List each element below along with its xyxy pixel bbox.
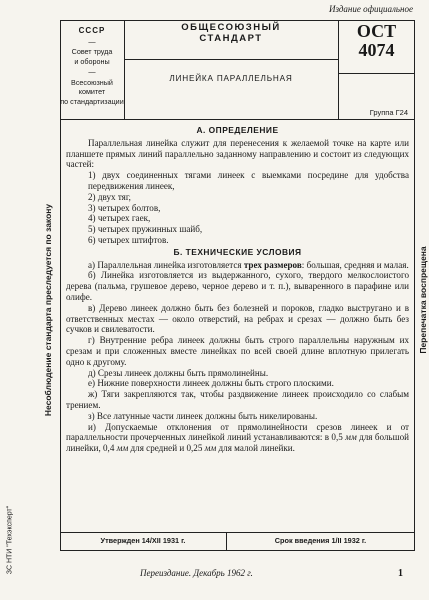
org-council-2: и обороны	[74, 56, 110, 66]
reissue-note: Переиздание. Декабрь 1962 г.	[140, 568, 253, 578]
list-item: 6) четырех штифтов.	[88, 234, 169, 245]
clause-a: а) Параллельная линейка изготовляется трех размеров: большая, средняя и малая.	[88, 259, 409, 270]
clause-h: з) Все латунные части линеек должны быть никелированы.	[88, 410, 318, 421]
list-item: 3) четырех болтов,	[88, 202, 161, 213]
approved-date: Утвержден 14/XII 1931 г.	[100, 536, 186, 545]
edition-note: Издание официальное	[328, 4, 413, 14]
clause-g: ж) Тяги закрепляются так, чтобы раздвижение линеек происходило со слабым трением.	[66, 389, 409, 410]
list-item: 5) четырех пружинных шайб,	[88, 224, 203, 235]
clause-c: в) Дерево линеек должно быть без болезней и пороков, гладко выстругано и в ответственных местах — около отверстий, на ребрах и срезах — должно быть без сучков и свилеватости.	[66, 302, 409, 335]
reprint-prohibited-vertical: Перепечатка воспрещена	[418, 246, 428, 354]
standard-type: ОБЩЕСОЮЗНЫЙ СТАНДАРТ	[181, 22, 281, 44]
org-country: СССР	[78, 26, 106, 35]
list-item: 1) двух соединенных тягами линеек с выемками посредине для удобства передвижения линеек,	[88, 170, 409, 191]
document-body	[66, 124, 409, 454]
section-a-text: Параллельная линейка служит для перенесения к желаемой точке на карте или планшете прямых линий параллельно заданному направлению и состоит из следующих частей:	[66, 137, 409, 170]
source-stamp-vertical: ЗС НТИ "Техэксперт"	[6, 505, 14, 575]
standard-number: 4074	[358, 40, 395, 60]
clause-i: и) Допускаемые отклонения от прямолинейности срезов линеек и от параллельности прочерченных линейкой линий устанавливаются: в 0,5 мм для большой линейки, 0,4 мм для средней и 0,25 мм для малой линейки.	[66, 421, 409, 454]
legal-notice-vertical: Несоблюдение стандарта преследуется по закону	[43, 203, 53, 417]
org-block: СССР — Совет труда и обороны — Всесоюзный комитет по стандартизации	[60, 26, 124, 106]
document-title: ЛИНЕЙКА ПАРАЛЛЕЛЬНАЯ	[169, 74, 293, 83]
group-label: Группа Г24	[369, 108, 408, 117]
org-committee-1: Всесоюзный	[71, 77, 113, 87]
list-item: 2) двух тяг,	[88, 191, 131, 202]
clause-d: г) Внутренние ребра линеек должны быть строго параллельны наружным их срезам и при сложенных вместе линейках по всей своей длине вплотную прилегать одно к другому.	[66, 335, 409, 367]
section-a-heading: А. ОПРЕДЕЛЕНИЕ	[196, 125, 279, 135]
org-council-1: Совет труда	[71, 47, 113, 56]
list-item: 4) четырех гаек,	[88, 213, 151, 224]
clause-f: е) Нижние поверхности линеек должны быть строго плоскими.	[88, 378, 334, 389]
effective-date: Срок введения 1/II 1932 г.	[274, 536, 367, 545]
clause-b: б) Линейка изготовляется из выдержанного, сухого, твердого мелкослоистого дерева (пальма, грушевое дерево, черное дерево и т. п.), вываренного в парафине или олифе.	[66, 270, 409, 302]
standard-code: ОСТ 4074	[338, 22, 415, 60]
org-committee-3: по стандартизации	[60, 96, 124, 106]
section-b-heading: Б. ТЕХНИЧЕСКИЕ УСЛОВИЯ	[173, 246, 302, 257]
clause-e: д) Срезы линеек должны быть прямолинейны.	[88, 367, 269, 378]
org-committee-2: комитет	[78, 87, 106, 96]
page-number: 1	[398, 568, 403, 579]
